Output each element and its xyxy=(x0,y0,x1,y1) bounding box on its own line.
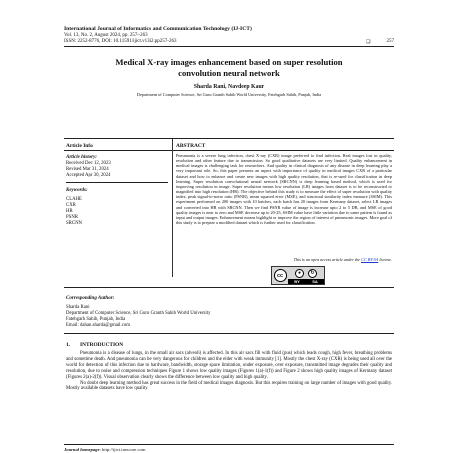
corresponding-heading: Corresponding Author: xyxy=(66,296,115,301)
abstract-text: Pneumonia is a severe lung infection, chest X-ray (CXR) image preferred to find infection. Real images lost in quality, resolution and other feature due to transmission. So good qualitative datasets are very limited. Quality enhancement in medical images is challenging task for researchers. And quality in clinical diagnosis of any disease in deep learning play a very important role. So, this paper presents an aspect with importance of quality in medical images CXR of a particular dataset and how to enhance and create new images with high quality resolution, that is re-used for classification in deep learning. Super resolution convolutional neural network (SRCNN) is deep learning based method, which is used for improving resolution in image. Super resolution means low resolution (LR) images from dataset is to be reconstructed or magnified into high resolution (HR). The objective behind this study is to measure the effect of super resolution with quality index, peak signal-to-noise ratio (PSNR), mean squared error (MSE), and structural similarity index measure (SSIM). This experiment performed on 200 images with 10 batches, each batch has 20 images from Kermany dataset, select LR images and converted into HR with SRCNN. Then we find PSNR value of image is increase upto 2 to 5 DB, and MSE of good quality images is near to zero and MSE decrease up to 20-25, SSIM value have little variation due to same pattern is found as input and output images. Enhancement means highlight or improve the region of interest of pneumonic images. More goal of this study is to prepare a modified dataset which is further used for classification. xyxy=(176,153,392,226)
corr-location: Fatehgarh Sahib, Punjab, India xyxy=(66,317,126,322)
book-icon: ❏ xyxy=(366,40,371,46)
journal-issn-doi: ISSN: 2252-8776, DOI: 10.11591/ijict.v13i2.pp257-263 xyxy=(64,39,177,45)
history-heading: Article history: xyxy=(66,155,97,160)
section-number: 1. xyxy=(66,342,71,348)
paper-title xyxy=(64,57,394,79)
journal-name: International Journal of Informatics and Communication Technology (IJ-ICT) xyxy=(64,26,252,32)
license-text: This is an open access article under the xyxy=(293,257,362,262)
info-heading-rule xyxy=(64,150,394,151)
history-accepted: Accepted Apr 30, 2024 xyxy=(66,173,111,178)
license-link[interactable]: CC BY-SA xyxy=(361,257,379,262)
cc-by-sa-badge[interactable] xyxy=(271,266,325,285)
header-rule xyxy=(64,46,394,47)
cc-icon: cc xyxy=(274,269,287,282)
journal-volume: Vol. 13, No. 2, August 2024, pp. 257~263 xyxy=(64,33,148,38)
journal-footer xyxy=(64,447,394,452)
keyword: SRCNN xyxy=(66,221,82,226)
keyword: HR xyxy=(66,209,73,214)
history-revised: Revised Mar 31, 2024 xyxy=(66,167,109,172)
info-bottom-rule xyxy=(64,287,394,288)
info-top-rule xyxy=(64,138,394,139)
section-title: INTRODUCTION xyxy=(80,342,124,348)
journal-header xyxy=(64,26,394,45)
license-end: license. xyxy=(378,257,392,262)
keyword: CLAHE xyxy=(66,197,82,202)
article-history xyxy=(66,155,166,179)
footer-label: Journal homepage xyxy=(64,447,100,452)
attribution-icon: ● xyxy=(295,269,304,278)
cc-by-label: BY xyxy=(294,279,300,284)
title-line-1: Medical X-ray images enhancement based on super resolution xyxy=(115,57,343,67)
article-info-heading: Article Info xyxy=(66,143,93,149)
license-line xyxy=(176,257,392,262)
page-number: 257 xyxy=(386,39,394,45)
corr-name: Sharda Rani xyxy=(66,305,90,310)
section-heading-introduction xyxy=(66,342,123,348)
abstract-heading: ABSTRACT xyxy=(176,143,206,149)
footer-rule xyxy=(64,444,394,445)
share-alike-icon: ↻ xyxy=(308,269,317,278)
paper-affiliation: Department of Computer Science, Sri Guru Granth Sahib World University, Fatehgarh Sahib, Punjab, India xyxy=(136,92,322,97)
intro-paragraph-2: No doubt deep learning method has great success in the field of medical images diagnosis. But this requires training on large number of images with good quality. Mostly available datasets have low quality xyxy=(66,380,392,392)
history-rule xyxy=(66,182,168,183)
intro-paragraph-1: Pneumonia is a disease of lungs, in the small air sacs (alveoli) is affected. In this air sacs fill with fluid (pus) which leads cough, high fever, breathing problems and sometime death. And pneumonia can be very dangerous for children and the elder with weak immunity [1]. Mostly the chest X-ray (CXR) is being used all over the world for detection of this infection due to hardware, bandwidth, storage space limitation, under exposure, over exposure, transmitted image degrades their quality and resolution, due to noise and compression techniques Figure 1 shows low quality images (Figures 1(a)-1(f)) and Figure 2 shows high quality images of Kermany dataset (Figures 2(a)-2(f)). Visual observation clearly shows the difference between low quality and high quality. xyxy=(66,351,392,380)
footer-url[interactable]: : http://ijict.iaescore.com xyxy=(99,447,146,452)
title-line-2: convolution neural network xyxy=(178,68,280,78)
corresponding-rule xyxy=(64,333,394,334)
corr-email: Email: dahan.sharda@gmail.com xyxy=(66,323,130,328)
keywords-heading: Keywords: xyxy=(66,188,88,193)
corresponding-author xyxy=(66,296,366,329)
cc-sa-label: SA xyxy=(312,279,318,284)
paper-authors: Sharda Rani, Navdeep Kaur xyxy=(193,84,265,90)
keyword: CXR xyxy=(66,203,76,208)
corr-department: Department of Computer Science, Sri Guru Granth Sahib World University xyxy=(66,311,211,316)
introduction-body xyxy=(66,351,392,392)
keywords-block xyxy=(66,188,166,227)
history-received: Received Dec 12, 2023 xyxy=(66,161,111,166)
keyword: PSNR xyxy=(66,215,78,220)
column-divider xyxy=(172,139,173,277)
